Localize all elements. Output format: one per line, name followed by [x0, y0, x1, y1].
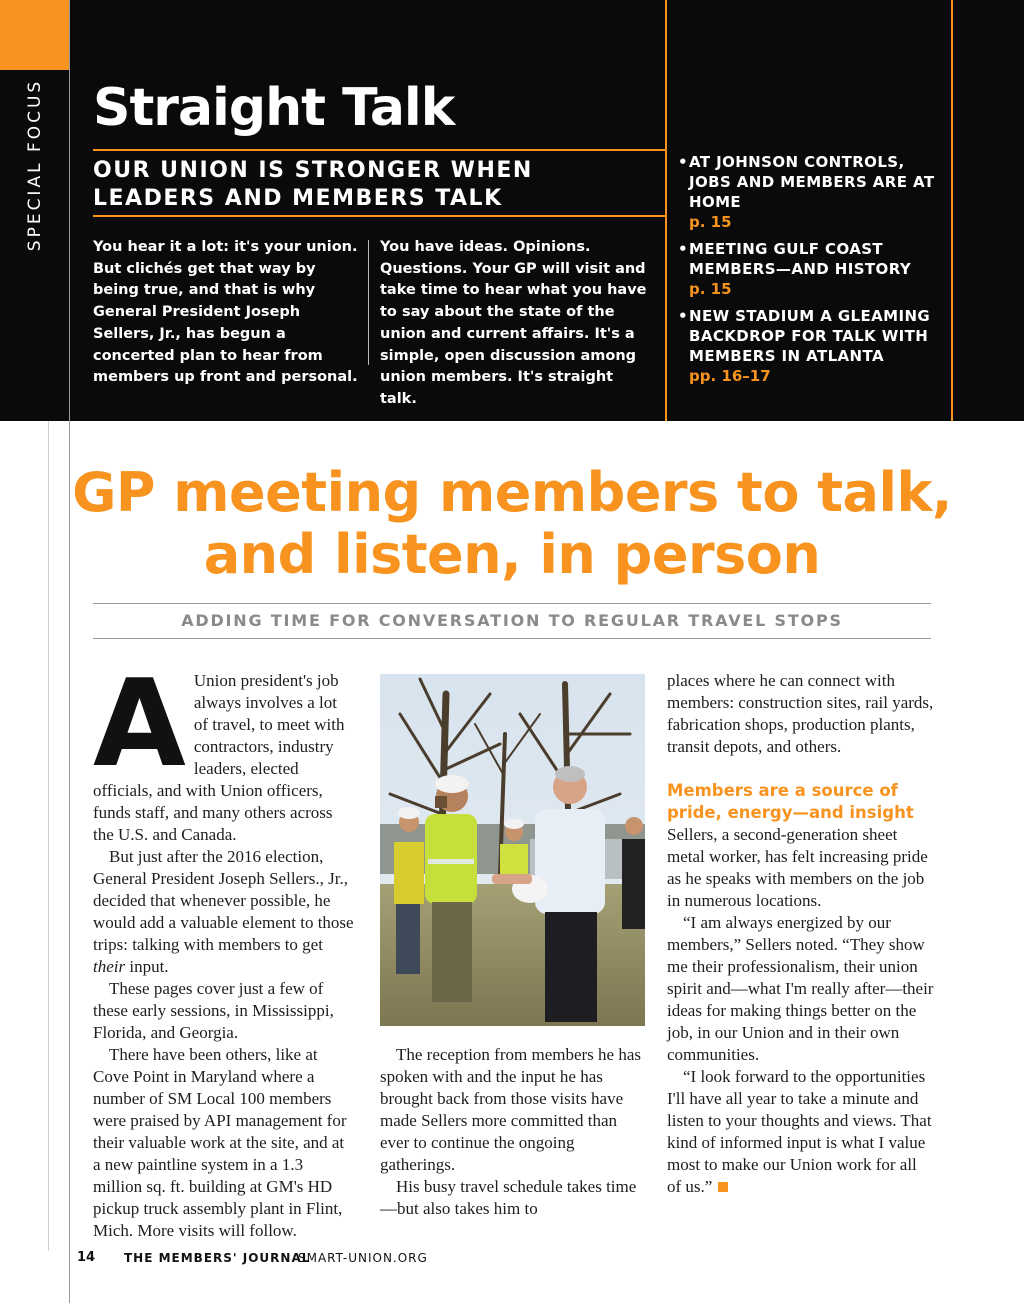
- end-mark-icon: [718, 1182, 728, 1192]
- subtitle-rule: [93, 215, 666, 217]
- article-paragraph: The reception from members he has spoken with and the input he has brought back from those visits have made Sellers more committed than ever to continue the ongoing gatherings.: [380, 1045, 641, 1174]
- paragraph-text: But just after the 2016 election, General President Joseph Sellers., Jr., decided that whenever possible, he would add a valuable element to those trips: talking with members to get: [93, 847, 354, 954]
- page-footer: [70, 1250, 1024, 1270]
- related-stories-list: [678, 152, 946, 393]
- deck-rule-top: [93, 603, 931, 604]
- article-photo: [380, 674, 645, 1026]
- section-title: Straight Talk: [93, 78, 455, 138]
- paragraph-text: “I look forward to the opportunities I'll have all year to take a minute and listen to your thoughts and views. That kind of informed input is what I value most to make our Union work for all of us.”: [667, 1067, 932, 1196]
- article-column-1: [93, 655, 355, 1242]
- title-rule: [93, 149, 666, 151]
- article-deck: ADDING TIME FOR CONVERSATION TO REGULAR TRAVEL STOPS: [181, 611, 843, 630]
- article-paragraph: [667, 1066, 935, 1198]
- page-number: 14: [77, 1250, 96, 1265]
- article-paragraph: There have been others, like at Cove Point in Maryland where a number of SM Local 100 members were praised by API management for their valuable work at the site, and at a new paintline system in a 1.3 million sq. ft. building at GM's HD pickup truck assembly plant in Flint, Mich. More visits will follow.: [93, 1045, 347, 1240]
- article-paragraph: “I am always energized by our members,” Sellers noted. “They show me their professionalism, their union spirit and—what I'm really after—their ideas for making things better on the job, in our Union and in their own communities.: [667, 913, 934, 1064]
- intro-text-right: You have ideas. Opinions. Questions. Your GP will visit and take time to hear what you have to say about the state of the union and current affairs. It's a simple, open discussion among union members. It's straight talk.: [380, 239, 647, 407]
- deck-rule-bottom: [93, 638, 931, 639]
- bullet-icon: •: [678, 153, 688, 171]
- toc-item[interactable]: [678, 152, 946, 232]
- drop-cap: A: [93, 655, 186, 794]
- article-subhead: Members are a source of pride, energy—and insight: [667, 781, 914, 822]
- intro-text-left: You hear it a lot: it's your union. But clichés get that way by being true, and that is why General President Joseph Sellers, Jr., has begun a concerted plan to hear from members up front and personal.: [93, 239, 358, 386]
- emphasis-text: their: [93, 957, 126, 976]
- publication-name: THE MEMBERS' JOURNAL: [124, 1251, 311, 1265]
- intro-divider: [368, 240, 369, 365]
- article-headline: GP meeting members to talk, and listen, in person: [72, 461, 952, 586]
- section-label: SPECIAL FOCUS: [25, 78, 45, 252]
- toc-item[interactable]: [678, 306, 946, 386]
- article-paragraph: These pages cover just a few of these early sessions, in Mississippi, Florida, and Georgia.: [93, 979, 334, 1042]
- toc-item-page: p. 15: [689, 280, 732, 298]
- article-paragraph: Sellers, a second-generation sheet metal worker, has felt increasing pride as he speaks with members on the job in numerous locations.: [667, 825, 928, 910]
- article-paragraph: His busy travel schedule takes time—but also takes him to: [380, 1177, 637, 1218]
- article-paragraph: [93, 655, 355, 846]
- article-column-3: [667, 670, 935, 1198]
- toc-divider-right: [951, 0, 953, 421]
- website-link[interactable]: SMART-UNION.ORG: [298, 1251, 428, 1265]
- margin-rule: [69, 0, 70, 1303]
- toc-item-page: p. 15: [689, 213, 732, 231]
- toc-divider-left: [665, 0, 667, 421]
- toc-item[interactable]: [678, 239, 946, 299]
- article-column-2: [380, 1044, 645, 1220]
- bullet-icon: •: [678, 307, 688, 325]
- bullet-icon: •: [678, 240, 688, 258]
- toc-item-title: MEETING GULF COAST MEMBERS—AND HISTORY: [689, 240, 912, 278]
- paragraph-text: input.: [125, 957, 169, 976]
- margin-rule-light: [48, 421, 49, 1251]
- section-subtitle: OUR UNION IS STRONGER WHEN LEADERS AND MEMBERS TALK: [93, 158, 533, 211]
- toc-item-title: AT JOHNSON CONTROLS, JOBS AND MEMBERS ARE AT HOME: [689, 153, 935, 211]
- paragraph-text: Union president's job always involves a lot of travel, to meet with contractors, industry leaders, elected officials, and with Union officers, funds staff, and many others across the U.S. and Canada.: [93, 671, 345, 844]
- article-paragraph: [93, 846, 355, 978]
- toc-item-page: pp. 16–17: [689, 367, 771, 385]
- section-color-tab: [0, 0, 69, 70]
- article-paragraph: places where he can connect with members: construction sites, rail yards, fabrication shops, production plants, transit depots, and others.: [667, 671, 934, 756]
- toc-item-title: NEW STADIUM A GLEAMING BACKDROP FOR TALK WITH MEMBERS IN ATLANTA: [689, 307, 931, 365]
